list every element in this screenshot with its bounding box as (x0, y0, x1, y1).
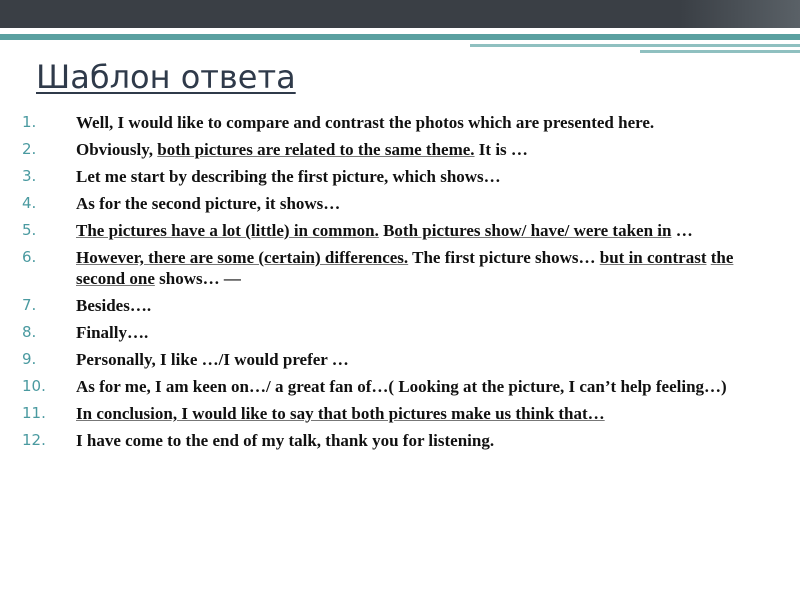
list-item-text (76, 322, 760, 343)
list-item (0, 403, 760, 424)
list-item (0, 430, 760, 451)
list-item (0, 376, 760, 397)
list-item (0, 193, 760, 214)
list-item-number: 9. (22, 350, 37, 368)
list-item-text (76, 430, 760, 451)
slide-title: Шаблон ответа (36, 58, 296, 96)
list-item-number: 2. (22, 140, 37, 158)
slide-header-bar (0, 0, 800, 28)
list-item-number: 6. (22, 248, 37, 266)
underlined-phrase: However, there are some (certain) differences. (76, 248, 409, 267)
text-span: … (671, 221, 693, 240)
list-item-number: 8. (22, 323, 37, 341)
text-span: Finally…. (76, 323, 149, 342)
text-span: I have come to the end of my talk, thank you for listening. (76, 431, 495, 450)
underlined-phrase: In conclusion, I would like to say that both pictures make us think that… (76, 404, 605, 423)
text-span: Besides…. (76, 296, 152, 315)
list-item-number: 11. (22, 404, 46, 422)
list-item (0, 112, 760, 133)
underlined-phrase: but in contrast (599, 248, 707, 267)
list-item-number: 10. (22, 377, 46, 395)
underlined-phrase: the second one (76, 248, 734, 288)
text-span: shows… — (154, 269, 241, 288)
answer-template-list (0, 112, 760, 457)
list-item-text (76, 166, 760, 187)
list-item (0, 220, 760, 241)
list-item (0, 349, 760, 370)
list-item-text (76, 403, 760, 424)
list-item (0, 322, 760, 343)
list-item (0, 247, 760, 289)
text-span: Personally, I like …/I would prefer … (76, 350, 349, 369)
text-span: It is … (474, 140, 528, 159)
list-item-text (76, 220, 760, 241)
text-span: As for the second picture, it shows… (76, 194, 341, 213)
list-item-number: 1. (22, 113, 37, 131)
text-span: As for me, I am keen on…/ a great fan of…( Looking at the picture, I can’t help feeling…) (76, 377, 727, 396)
list-item-text (76, 139, 760, 160)
list-item-number: 12. (22, 431, 46, 449)
list-item (0, 166, 760, 187)
text-span: B (378, 221, 395, 240)
list-item-number: 3. (22, 167, 37, 185)
text-span: Well, I would like to compare and contrast the photos which are presented here. (76, 113, 655, 132)
list-item (0, 295, 760, 316)
decorative-stripe-thin (470, 44, 800, 47)
underlined-phrase: oth pictures show/ have/ were taken in (394, 221, 672, 240)
text-span: Let me start by describing the first picture, which shows… (76, 167, 501, 186)
text-span: Obviously, (76, 140, 158, 159)
list-item-text (76, 193, 760, 214)
list-item-text (76, 349, 760, 370)
decorative-stripe-thin-2 (640, 50, 800, 53)
list-item-number: 5. (22, 221, 37, 239)
underlined-phrase: both pictures are related to the same theme. (157, 140, 475, 159)
underlined-phrase: The pictures have a lot (little) in common. (76, 221, 379, 240)
list-item-text (76, 376, 760, 397)
text-span: The first picture shows… (408, 248, 600, 267)
list-item-text (76, 112, 760, 133)
list-item-number: 4. (22, 194, 37, 212)
list-item-number: 7. (22, 296, 37, 314)
decorative-stripe (0, 34, 800, 40)
list-item-text (76, 247, 760, 289)
list-item-text (76, 295, 760, 316)
list-item (0, 139, 760, 160)
